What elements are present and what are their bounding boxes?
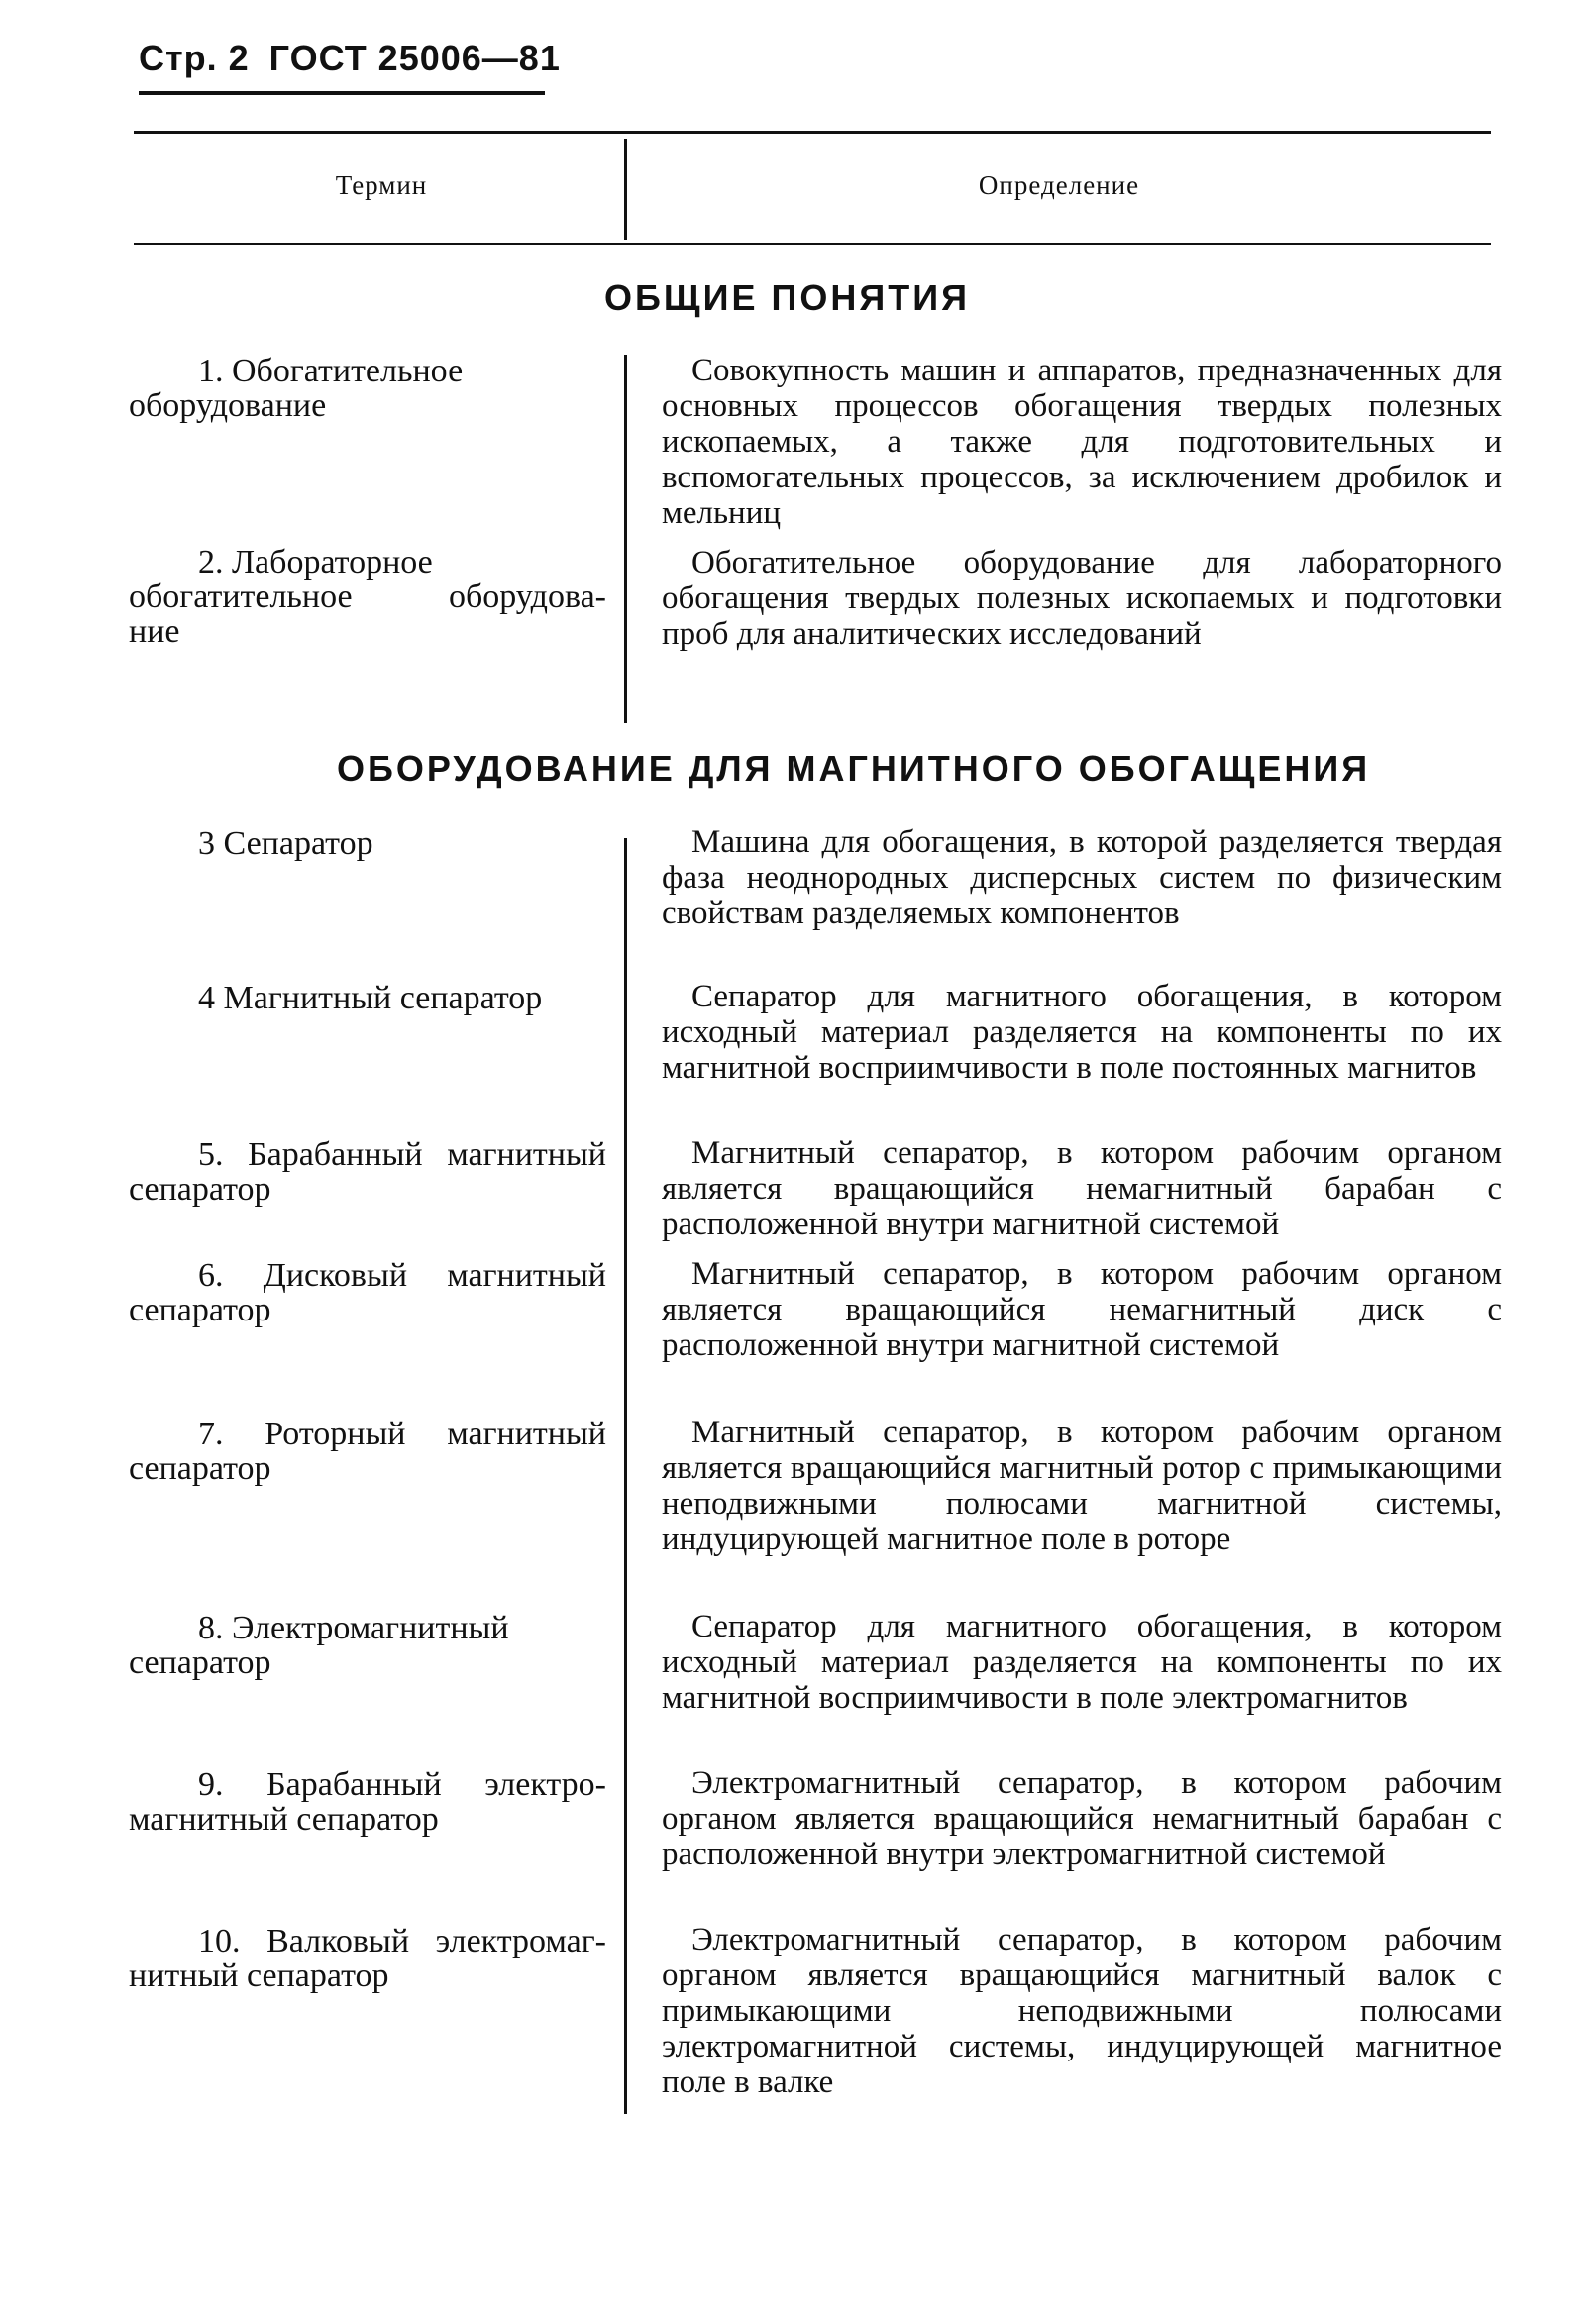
- term-4: [129, 981, 606, 1015]
- term-line: сепаратор: [129, 1644, 271, 1681]
- column-header-term: Термин: [335, 170, 428, 200]
- table-head-bottom-rule: [134, 243, 1491, 245]
- term-line: 4 Магнитный сепаратор: [198, 980, 543, 1016]
- term-line: магнитный сепаратор: [129, 1801, 439, 1838]
- term-8: [129, 1611, 606, 1680]
- term-7: [129, 1417, 606, 1486]
- term-3: [129, 826, 606, 861]
- definition-1: Совокупность машин и аппаратов, предназначенных для основных процессов обогащения твердых полезных ископаемых, а также для подготовительных и вспомогательных процессов, за исключением дробилок и мельниц: [662, 353, 1502, 531]
- term-line: ние: [129, 613, 180, 650]
- term-line: 6. Дисковый магнитный: [198, 1257, 606, 1294]
- term-line: нитный сепаратор: [129, 1957, 389, 1994]
- term-line: 7. Роторный магнитный: [198, 1416, 606, 1452]
- column-divider-2: [624, 838, 627, 2114]
- term-line: сепаратор: [129, 1450, 271, 1487]
- table-top-rule: [134, 131, 1491, 134]
- term-line: оборудование: [129, 387, 327, 424]
- term-6: [129, 1258, 606, 1327]
- term-line: 2. Лабораторное: [198, 544, 433, 581]
- term-line: 5. Барабанный магнитный: [198, 1136, 606, 1173]
- definition-2: Обогатительное оборудование для лабораторного обогащения твердых полезных ископаемых и подготовки проб для аналитических исследований: [662, 545, 1502, 652]
- term-line: 3 Сепаратор: [198, 825, 373, 862]
- column-header-definition: Определение: [978, 170, 1140, 200]
- standard-number: ГОСТ 25006—81: [268, 38, 561, 78]
- definition-6: Магнитный сепаратор, в котором рабочим органом является вращающийся немагнитный диск с расположенной внутри магнитной системой: [662, 1256, 1502, 1363]
- definition-5: Магнитный сепаратор, в котором рабочим органом является вращающийся немагнитный барабан с расположенной внутри магнитной системой: [662, 1135, 1502, 1242]
- page-number: Стр. 2: [139, 38, 250, 78]
- definition-3: Машина для обогащения, в которой разделяется твердая фаза неоднородных дисперсных систем по физическим свойствам разделяемых компонентов: [662, 824, 1502, 931]
- term-5: [129, 1137, 606, 1207]
- section-title-magnetic: ОБОРУДОВАНИЕ ДЛЯ МАГНИТНОГО ОБОГАЩЕНИЯ: [337, 748, 1371, 789]
- term-line: сепаратор: [129, 1171, 271, 1208]
- page-header: [139, 38, 561, 79]
- term-line: 1. Обогатительное: [198, 353, 464, 389]
- term-9: [129, 1767, 606, 1837]
- term-line: 9. Барабанный электро-: [198, 1766, 606, 1803]
- definition-10: Электромагнитный сепаратор, в котором рабочим органом является вращающийся магнитный валок с примыкающими неподвижными полюсами электромагнитной системы, индуцирующей магнитное поле в валке: [662, 1922, 1502, 2100]
- definition-4: Сепаратор для магнитного обогащения, в котором исходный материал разделяется на компоненты по их магнитной восприимчивости в поле постоянных магнитов: [662, 979, 1502, 1086]
- term-line: 8. Электромагнитный: [198, 1610, 509, 1646]
- table-head-divider: [624, 139, 627, 240]
- column-divider-1: [624, 355, 627, 723]
- term-10: [129, 1924, 606, 1993]
- definition-7: Магнитный сепаратор, в котором рабочим органом является вращающийся магнитный ротор с примыкающими неподвижными полюсами магнитной системы, индуцирующей магнитное поле в роторе: [662, 1415, 1502, 1557]
- term-line: обогатительное оборудова-: [129, 579, 606, 615]
- term-1: [129, 354, 606, 423]
- definition-9: Электромагнитный сепаратор, в котором рабочим органом является вращающийся немагнитный барабан с расположенной внутри электромагнитной системой: [662, 1765, 1502, 1872]
- definition-8: Сепаратор для магнитного обогащения, в котором исходный материал разделяется на компоненты по их магнитной восприимчивости в поле электромагнитов: [662, 1609, 1502, 1716]
- term-2: [129, 545, 606, 649]
- section-title-general: ОБЩИЕ ПОНЯТИЯ: [604, 277, 970, 318]
- header-underline: [139, 91, 545, 95]
- term-line: сепаратор: [129, 1292, 271, 1328]
- term-line: 10. Валковый электромаг-: [198, 1923, 606, 1959]
